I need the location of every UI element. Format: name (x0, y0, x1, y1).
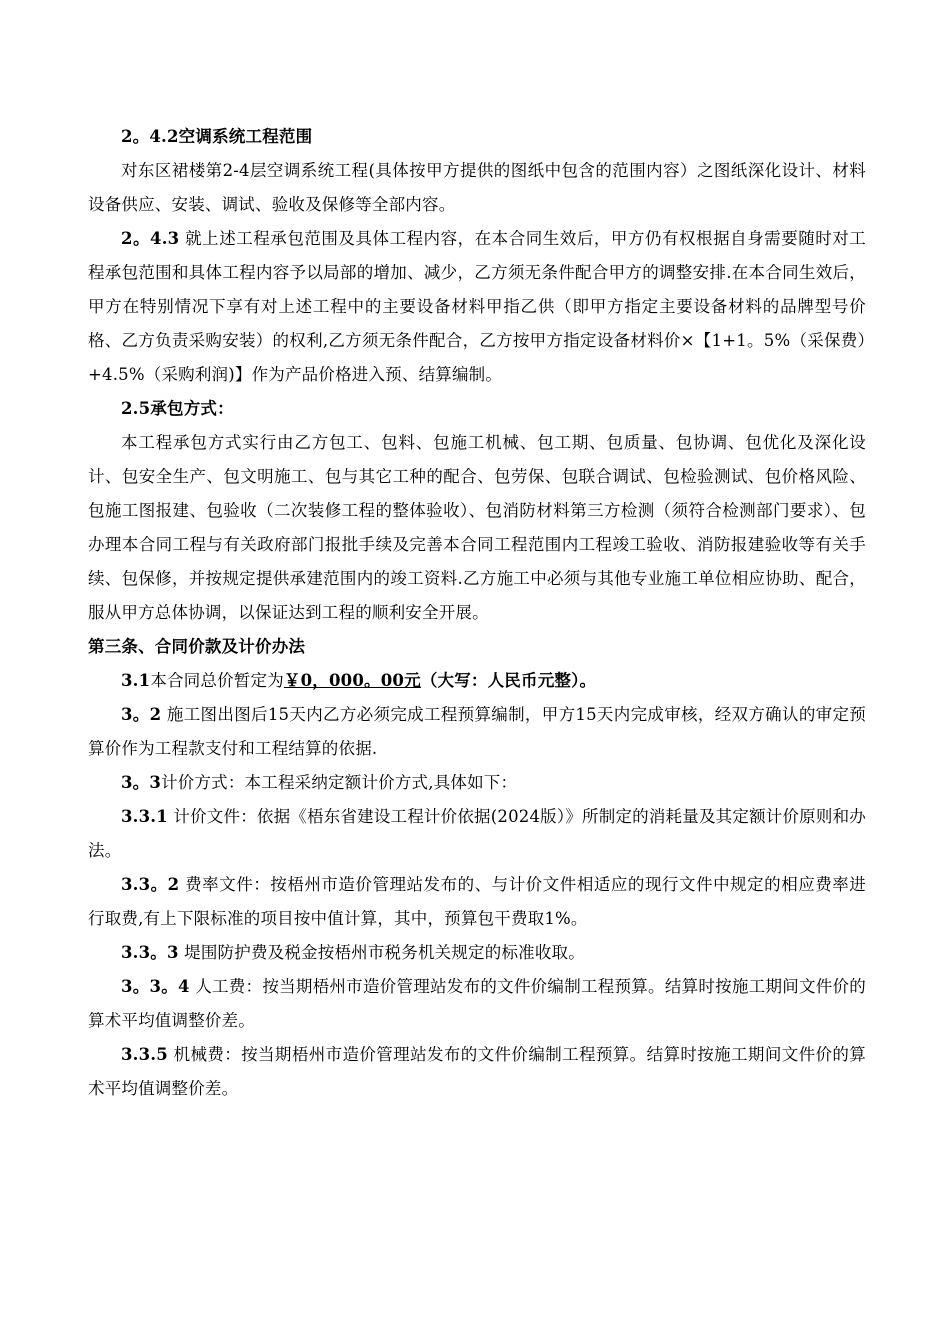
section-number: 3.3。2 (121, 875, 180, 894)
section-text: 堤围防护费及税金按梧州市税务机关规定的标准收取。 (184, 943, 585, 962)
section-3-3-3 (88, 936, 866, 970)
section-number: 3.3。3 (121, 943, 179, 962)
section-number: 3.1 (121, 671, 151, 690)
section-3-3-5 (88, 1038, 866, 1106)
section-number: 3。2 (121, 705, 162, 724)
document-page (88, 120, 866, 1106)
section-number: 3。3。4 (121, 977, 190, 996)
section-text: 计价文件：依据《梧东省建设工程计价依据(2024版）》所制定的消耗量及其定额计价原则和办法。 (88, 807, 866, 860)
section-3-3 (88, 766, 866, 800)
section-2-4-2-heading: 2。4.2空调系统工程范围 (121, 127, 313, 146)
section-number: 3.3.5 (121, 1045, 168, 1064)
amount-in-words: （大写：人民币元整）。 (420, 671, 597, 690)
article-3-heading: 第三条、合同价款及计价办法 (88, 637, 306, 656)
section-number: 3。3 (121, 773, 162, 792)
contract-amount: ￥0，000。00元 (283, 671, 421, 690)
section-number: 2。4.3 (121, 229, 180, 248)
section-text: 施工图出图后15天内乙方必须完成工程预算编制，甲方15天内完成审核，经双方确认的审定预算价作为工程款支付和工程结算的依据. (88, 705, 866, 758)
section-3-2 (88, 698, 866, 766)
section-2-4-3 (88, 222, 866, 392)
section-number: 3.3.1 (121, 807, 168, 826)
section-text: 人工费：按当期梧州市造价管理站发布的文件价编制工程预算。结算时按施工期间文件价的算术平均值调整价差。 (88, 977, 866, 1030)
section-text: 本合同总价暂定为 (150, 671, 284, 690)
section-3-3-2 (88, 868, 866, 936)
section-3-1 (88, 664, 866, 698)
section-2-5-heading: 2.5承包方式： (121, 399, 234, 418)
section-text: 就上述工程承包范围及具体工程内容，在本合同生效后，甲方仍有权根据自身需要随时对工程承包范围和具体工程内容予以局部的增加、减少，乙方须无条件配合甲方的调整安排.在本合同生效后，甲方在特别情况下享有对上述工程中的主要设备材料甲指乙供（即甲方指定主要设备材料的品牌型号价格、乙方负责采购安装）的权利,乙方须无条件配合，乙方按甲方指定设备材料价×【1+1。5%（采保费）+4.5%（采购利润)】作为产品价格进入预、结算编制。 (88, 229, 867, 384)
section-2-5-body: 本工程承包方式实行由乙方包工、包料、包施工机械、包工期、包质量、包协调、包优化及深化设计、包安全生产、包文明施工、包与其它工种的配合、包劳保、包联合调试、包检验测试、包价格风险、包施工图报建、包验收（二次装修工程的整体验收）、包消防材料第三方检测（须符合检测部门要求）、包办理本合同工程与有关政府部门报批手续及完善本合同工程范围内工程竣工验收、消防报建验收等有关手续、包保修，并按规定提供承建范围内的竣工资料.乙方施工中必须与其他专业施工单位相应协助、配合，服从甲方总体协调，以保证达到工程的顺利安全开展。 (88, 433, 866, 622)
section-3-3-1 (88, 800, 866, 868)
section-2-4-2-body: 对东区裙楼第2-4层空调系统工程(具体按甲方提供的图纸中包含的范围内容）之图纸深化设计、材料设备供应、安装、调试、验收及保修等全部内容。 (88, 161, 866, 214)
section-3-3-4 (88, 970, 866, 1038)
section-text: 计价方式：本工程采纳定额计价方式,具体如下： (161, 773, 518, 792)
section-text: 机械费：按当期梧州市造价管理站发布的文件价编制工程预算。结算时按施工期间文件价的算术平均值调整价差。 (88, 1045, 866, 1098)
section-text: 费率文件：按梧州市造价管理站发布的、与计价文件相适应的现行文件中规定的相应费率进行取费,有上下限标准的项目按中值计算，其中，预算包干费取1%。 (88, 875, 867, 928)
